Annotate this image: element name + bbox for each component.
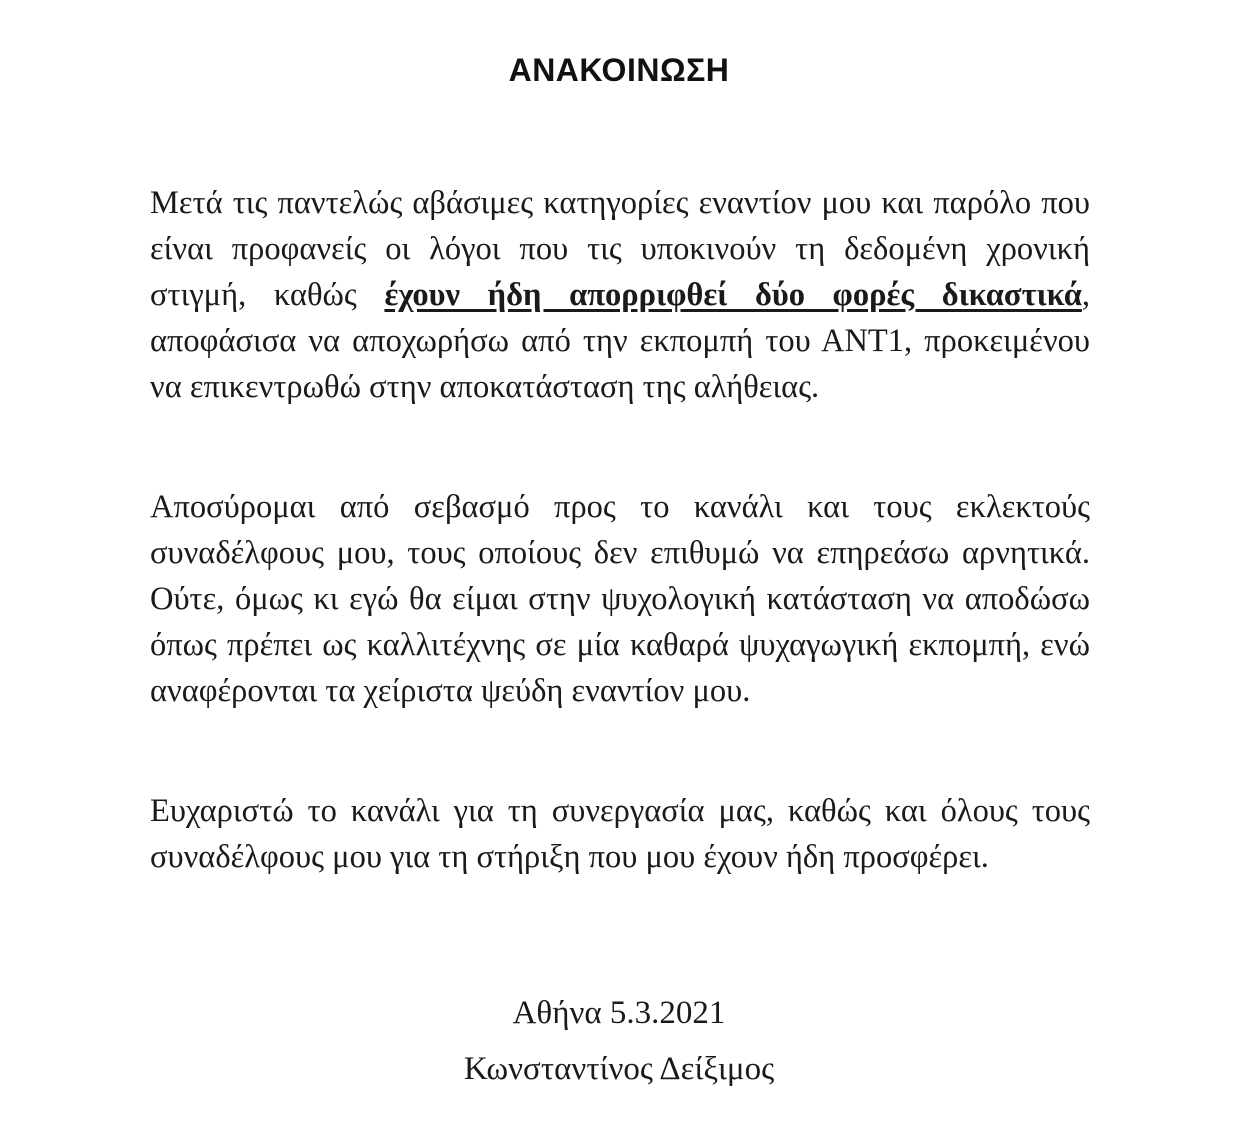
paragraph-3: Ευχαριστώ το κανάλι για τη συνεργασία μας, καθώς και όλους τους συναδέλφους μου για τη στήριξη που μου έχουν ήδη προσφέρει. <box>150 793 1090 875</box>
paragraph-1-text-end: , αποφάσισα να αποχωρήσω από την εκπομπή του ΑΝΤ1, προκειμένου να επικεντρωθώ στην αποκατάσταση της αλήθειας. <box>150 277 1091 405</box>
paragraph-2: Αποσύρομαι από σεβασμό προς το κανάλι και τους εκλεκτούς συναδέλφους μου, τους οποίους δεν επιθυμώ να επηρεάσω αρνητικά. Ούτε, όμως κι εγώ θα είμαι στην ψυχολογική κατάσταση να αποδώσω όπως πρέπει ως καλλιτέχνης σε μία καθαρά ψυχαγωγική εκπομπή, ενώ αναφέρονται τα χείριστα ψεύδη εναντίον μου. <box>150 489 1090 709</box>
document-title: ΑΝΑΚΟΙΝΩΣΗ <box>508 52 730 88</box>
paragraph-1-emphasis: έχουν ήδη απορριφθεί δύο φορές δικαστικά <box>384 277 1082 313</box>
paragraph-1-text-start: Μετά τις παντελώς αβάσιμες κατηγορίες εναντίον μου και παρόλο που είναι προφανείς οι λόγοι που τις υποκινούν τη δεδομένη χρονική στιγμή, καθώς <box>150 185 1090 313</box>
author-signature: Κωνσταντίνος Δείξιμος <box>463 1051 775 1087</box>
paragraph-1 <box>150 180 1090 410</box>
place-and-date: Αθήνα 5.3.2021 <box>512 995 726 1031</box>
